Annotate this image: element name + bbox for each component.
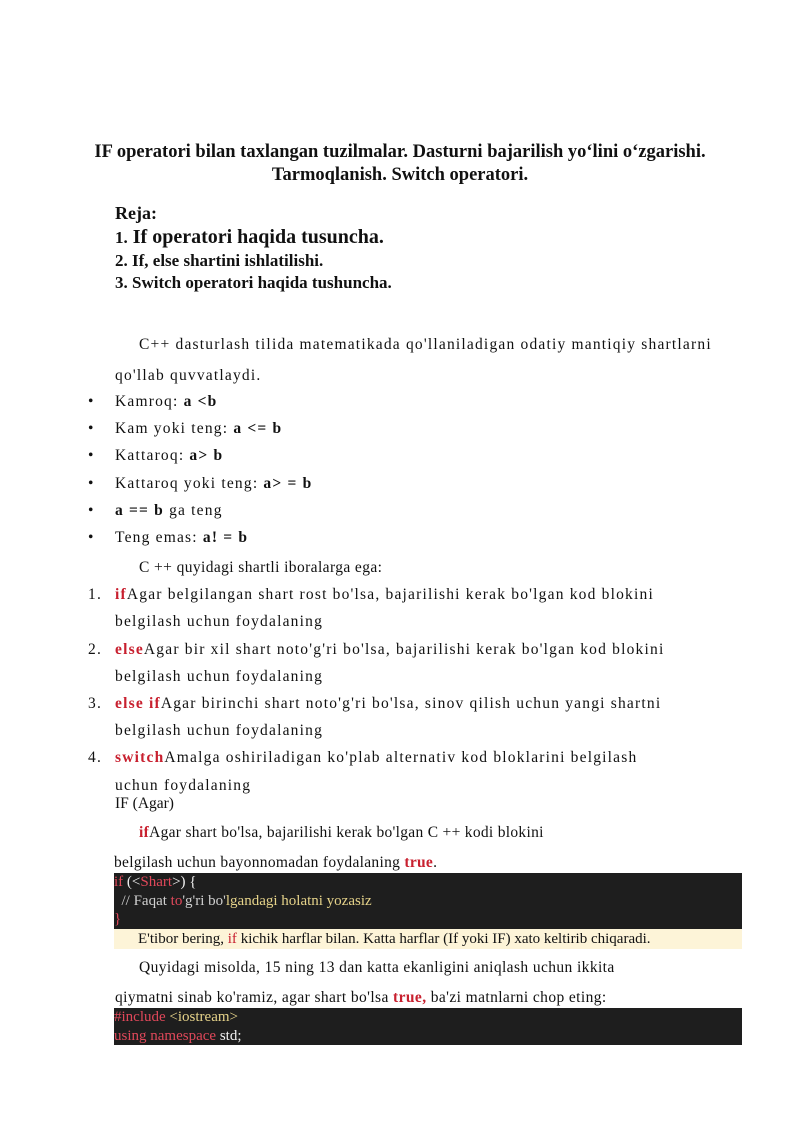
keyword: if	[139, 824, 150, 841]
keyword: else if	[115, 695, 161, 712]
condition-label: Kattaroq yoki teng:	[115, 475, 264, 492]
statement-continuation: belgilash uchun foydalaning	[115, 722, 324, 739]
plan-item-3: 3. Switch operatori haqida tushuncha.	[115, 273, 392, 292]
keyword: else	[115, 641, 144, 658]
code-line: }	[114, 911, 122, 927]
bullet-icon: •	[88, 502, 95, 519]
plan-item-1-number: 1.	[115, 228, 128, 247]
list-number: 4.	[88, 749, 103, 766]
code-keyword: #include	[114, 1009, 166, 1025]
condition-expr: a <b	[183, 393, 218, 410]
period: .	[433, 854, 438, 871]
title-line-2: Tarmoqlanish. Switch operatori.	[271, 165, 529, 185]
condition-expr: a> = b	[263, 475, 313, 492]
if-description-line-1	[139, 824, 544, 842]
statement-text: Agar bir xil shart noto'g'ri bo'lsa, bajarilishi kerak bo'lgan kod blokini	[143, 641, 665, 658]
code-text: >) {	[172, 874, 197, 890]
example-line-2	[115, 989, 607, 1007]
note-prefix: E'tibor bering,	[138, 931, 228, 947]
bullet-icon: •	[88, 529, 95, 546]
condition-label: Kattaroq:	[115, 447, 190, 464]
list-number: 2.	[88, 641, 103, 658]
code-keyword: if	[114, 874, 124, 890]
statement-text: Amalga oshiriladigan ko'plab alternativ kod bloklarini belgilash	[164, 749, 638, 766]
title-line-1: IF operatori bilan taxlangan tuzilmalar. Dasturni bajarilish yo‘lini o‘zgarishi.	[94, 142, 706, 162]
statement-continuation: uchun foydalaning	[115, 777, 252, 794]
code-line	[114, 873, 742, 892]
condition-expr: a> b	[189, 447, 224, 464]
example-line-1: Quyidagi misolda, 15 ning 13 dan katta ekanligini aniqlash uchun ikkita	[139, 959, 615, 976]
condition-expr: a == b	[115, 502, 164, 519]
intro-line-1: C++ dasturlash tilida matematikada qo'llaniladigan odatiy mantiqiy shartlarni	[139, 336, 712, 353]
list-number: 1.	[88, 586, 103, 603]
statement-continuation: belgilash uchun foydalaning	[115, 668, 324, 685]
list-number: 3.	[88, 695, 103, 712]
keyword: if	[227, 931, 237, 947]
plan-item-1-text: If operatori haqida tusuncha.	[132, 226, 384, 248]
code-line	[114, 1008, 742, 1027]
code-string: <iostream>	[165, 1009, 238, 1025]
statement-text: Agar belgilangan shart rost bo'lsa, bajarilishi kerak bo'lgan kod blokini	[126, 586, 654, 603]
statement-continuation: belgilash uchun foydalaning	[115, 613, 324, 630]
code-text: (<	[123, 874, 141, 890]
keyword: switch	[115, 749, 165, 766]
example-text: qiymatni sinab ko'ramiz, agar shart bo'lsa	[115, 989, 394, 1006]
code-comment: 'g'ri bo'	[182, 892, 226, 909]
condition-expr: a! = b	[202, 529, 249, 546]
section-heading-if: IF (Agar)	[115, 795, 174, 812]
if-description-text: Agar shart bo'lsa, bajarilishi kerak bo'lgan C ++ kodi blokini	[149, 824, 544, 841]
keyword: true	[404, 854, 434, 871]
if-description-line-2	[114, 854, 437, 872]
statements-intro: C ++ quyidagi shartli iboralarga ega:	[139, 559, 383, 576]
condition-label: Teng emas:	[115, 529, 203, 546]
statement-text: Agar birinchi shart noto'g'ri bo'lsa, sinov qilish uchun yangi shartni	[160, 695, 662, 712]
code-text: std;	[216, 1027, 242, 1044]
condition-label: Kamroq:	[115, 393, 184, 410]
code-line	[114, 1027, 742, 1046]
condition-suffix: ga teng	[164, 502, 223, 519]
bullet-icon: •	[88, 420, 95, 437]
intro-line-2: qo'llab quvvatlaydi.	[115, 367, 262, 384]
document-title	[0, 141, 800, 187]
code-comment: // Faqat	[114, 892, 171, 909]
example-text: ba'zi matnlarni chop eting:	[426, 989, 607, 1006]
bullet-icon: •	[88, 475, 95, 492]
keyword: true,	[393, 989, 427, 1006]
bullet-icon: •	[88, 393, 95, 410]
bullet-icon: •	[88, 447, 95, 464]
note-suffix: kichik harflar bilan. Katta harflar (If yoki IF) xato keltirib chiqaradi.	[236, 931, 651, 947]
condition-label: Kam yoki teng:	[115, 420, 234, 437]
note-box	[114, 929, 742, 949]
code-block-if-syntax	[114, 873, 742, 929]
if-description-text: belgilash uchun bayonnomadan foydalaning	[114, 854, 405, 871]
code-highlight: to	[170, 892, 183, 909]
code-string: lgandagi holatni yozasiz	[225, 892, 372, 909]
condition-expr: a <= b	[233, 420, 283, 437]
plan-item-2: 2. If, else shartini ishlatilishi.	[115, 251, 324, 270]
code-line	[114, 892, 742, 911]
code-keyword: using namespace	[114, 1027, 217, 1044]
code-block-example	[114, 1008, 742, 1045]
code-placeholder: Shart	[140, 874, 173, 890]
keyword: if	[115, 586, 127, 603]
note-text	[114, 931, 651, 947]
plan-item-1	[115, 226, 384, 249]
plan-heading: Reja:	[115, 203, 157, 223]
